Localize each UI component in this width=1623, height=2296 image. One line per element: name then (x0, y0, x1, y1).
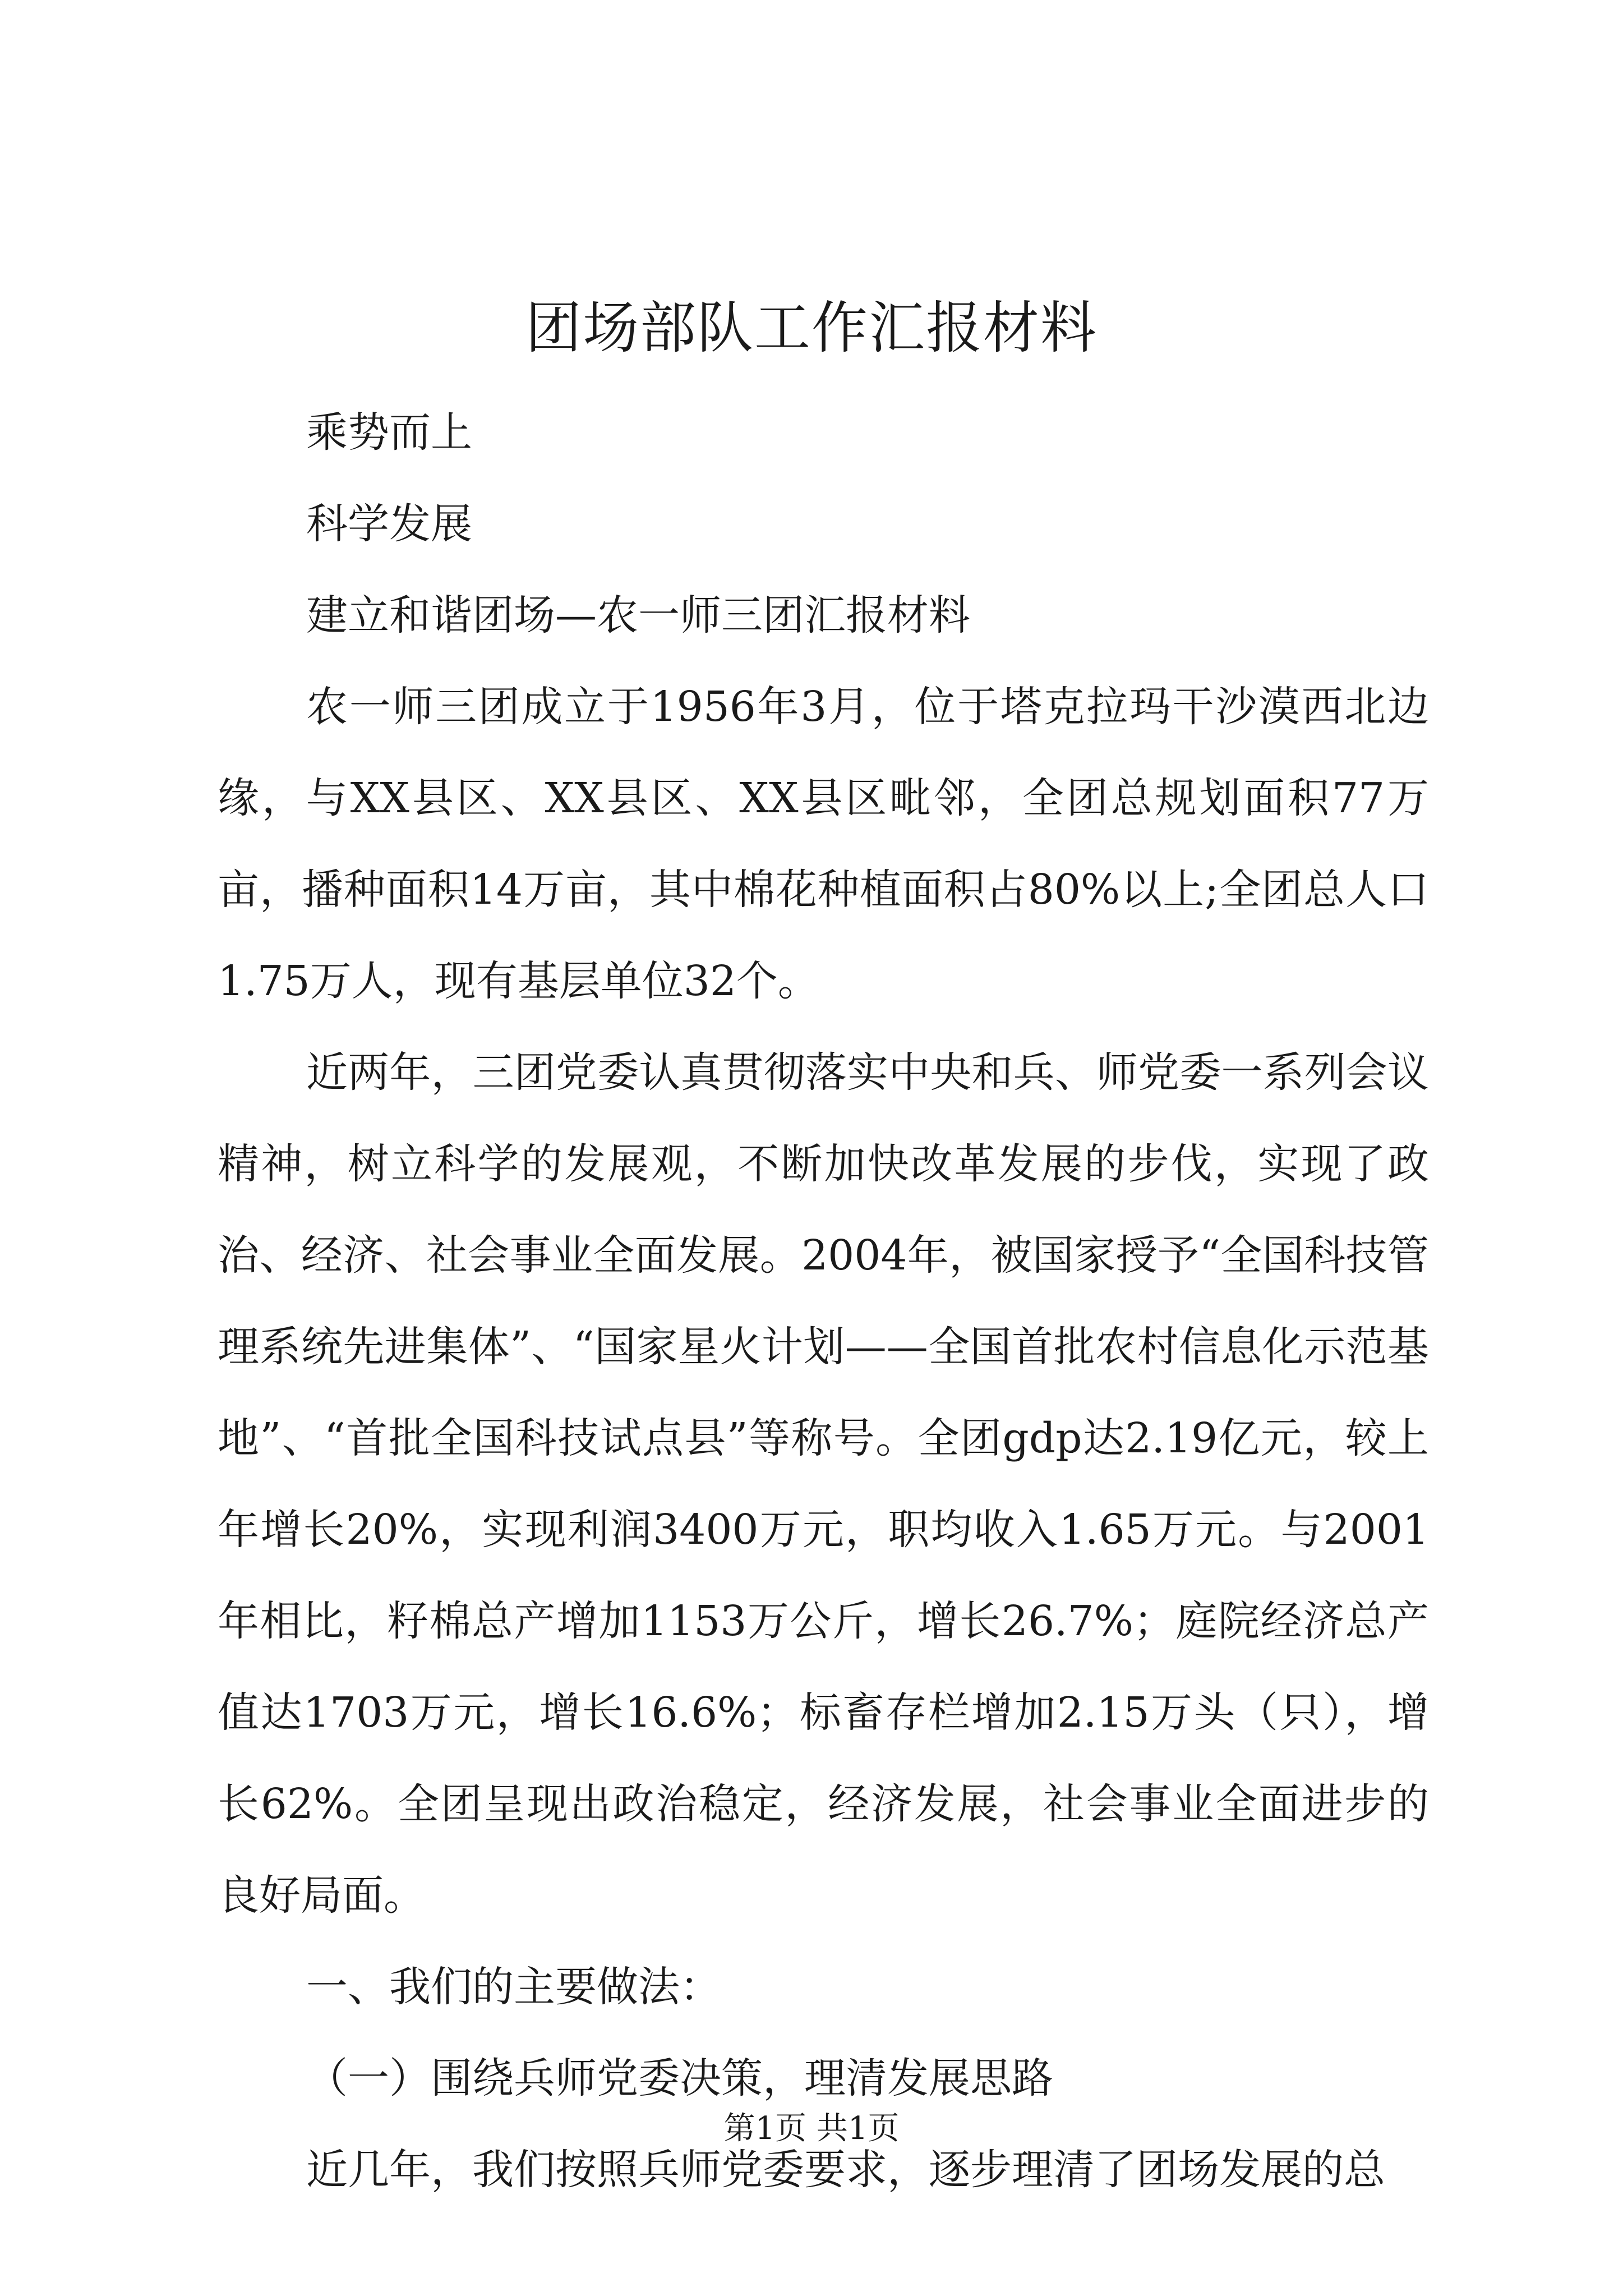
paragraph-intro: 农一师三团成立于1956年3月，位于塔克拉玛干沙漠西北边缘，与XX县区、XX县区、XX县区毗邻，全团总规划面积77万亩，播种面积14万亩，其中棉花种植面积占80%以上;全团总人口1.75万人，现有基层单位32个。 (218, 683, 1429, 1005)
paragraph-achievements: 近两年，三团党委认真贯彻落实中央和兵、师党委一系列会议精神，树立科学的发展观，不断加快改革发展的步伐，实现了政治、经济、社会事业全面发展。2004年，被国家授予“全国科技管理系统先进集体”、“国家星火计划——全国首批农村信息化示范基地”、“首批全国科技试点县”等称号。全团gdp达2.19亿元，较上年增长20%，实现利润3400万元，职均收入1.65万元。与2001年相比，籽棉总产增加1153万公斤，增长26.7%；庭院经济总产值达1703万元，增长16.6%；标畜存栏增加2.15万头（只），增长62%。全团呈现出政治稳定，经济发展，社会事业全面进步的良好局面。 (218, 1048, 1429, 1920)
page-footer: 第1页 共1页 (723, 2110, 900, 2147)
section-heading: 一、我们的主要做法： (306, 1963, 721, 2011)
subtitle-line-2: 科学发展 (306, 500, 472, 548)
paragraph-continued: 近几年，我们按照兵师党委要求，逐步理清了团场发展的总 (306, 2146, 1385, 2194)
document-title: 团场部队工作汇报材料 (525, 295, 1098, 361)
subsection-heading: （一）围绕兵师党委决策，理清发展思路 (306, 2054, 1053, 2102)
subtitle-line-1: 乘势而上 (306, 408, 472, 457)
document-body (218, 387, 1429, 2216)
subtitle-line-3: 建立和谐团场—农一师三团汇报材料 (306, 591, 970, 639)
